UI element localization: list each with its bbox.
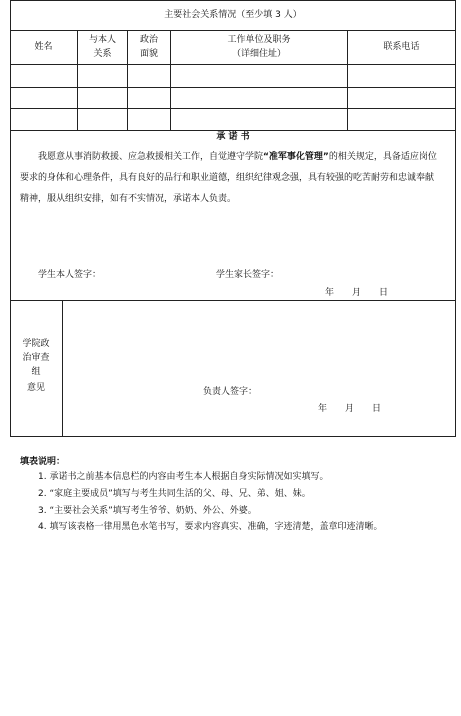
pledge-text-part2: 的相关规定，具备适应岗位要求的身体和心理条件，具有良好的品行和职业道德，组织纪律观念强，具有较强的吃苦耐劳和忠诚奉献精神，服从组织安排，如有不实情况，承诺本人负责。 (20, 152, 437, 204)
reviewer-signature-label: 负责人签字： (203, 387, 258, 397)
header-work-line2: （详细住址） (231, 49, 286, 59)
review-date: 年 月 日 (318, 404, 382, 414)
notes-heading: 填表说明： (20, 457, 66, 467)
header-relation-line2: 关系 (93, 49, 112, 59)
table-border-bottom (10, 436, 456, 437)
note-item: 4. 填写该表格一律用黑色水笔书写，要求内容真实、准确，字迹清楚，盖章印迹清晰。 (38, 522, 383, 532)
review-label-line: 组 (31, 367, 41, 377)
pledge-text (20, 147, 440, 210)
table-border-right (455, 0, 456, 437)
parent-signature-label: 学生家长签字： (216, 270, 280, 280)
header-relation-line1: 与本人 (88, 35, 116, 45)
review-label-line: 意见 (26, 383, 45, 393)
pledge-text-emphasis: “准军事化管理” (263, 152, 329, 162)
header-politics-line1: 政治 (139, 35, 158, 45)
relations-title: 主要社会关系情况（至少填 3 人） (164, 10, 302, 20)
header-phone: 联系电话 (383, 42, 420, 52)
note-item: 2. “家庭主要成员”填写与考生共同生活的父、母、兄、弟、姐、妹。 (38, 489, 311, 499)
review-label-line: 治审查 (22, 353, 50, 363)
header-work-line1: 工作单位及职务 (227, 35, 291, 45)
table-column-line (62, 300, 63, 436)
note-item: 3. “主要社会关系”填写考生爷爷、奶奶、外公、外婆。 (38, 506, 257, 516)
table-border-top (10, 0, 456, 1)
review-label-line: 学院政 (22, 339, 50, 349)
pledge-title: 承 诺 书 (216, 132, 250, 142)
student-signature-label: 学生本人签字： (38, 270, 102, 280)
header-politics-line2: 面貌 (139, 49, 158, 59)
table-line (10, 300, 456, 301)
header-name: 姓名 (34, 42, 53, 52)
pledge-date: 年 月 日 (325, 288, 389, 298)
note-item: 1. 承诺书之前基本信息栏的内容由考生本人根据自身实际情况如实填写。 (38, 472, 329, 482)
pledge-text-part1: 我愿意从事消防救援、应急救援相关工作，自觉遵守学院 (38, 152, 264, 162)
